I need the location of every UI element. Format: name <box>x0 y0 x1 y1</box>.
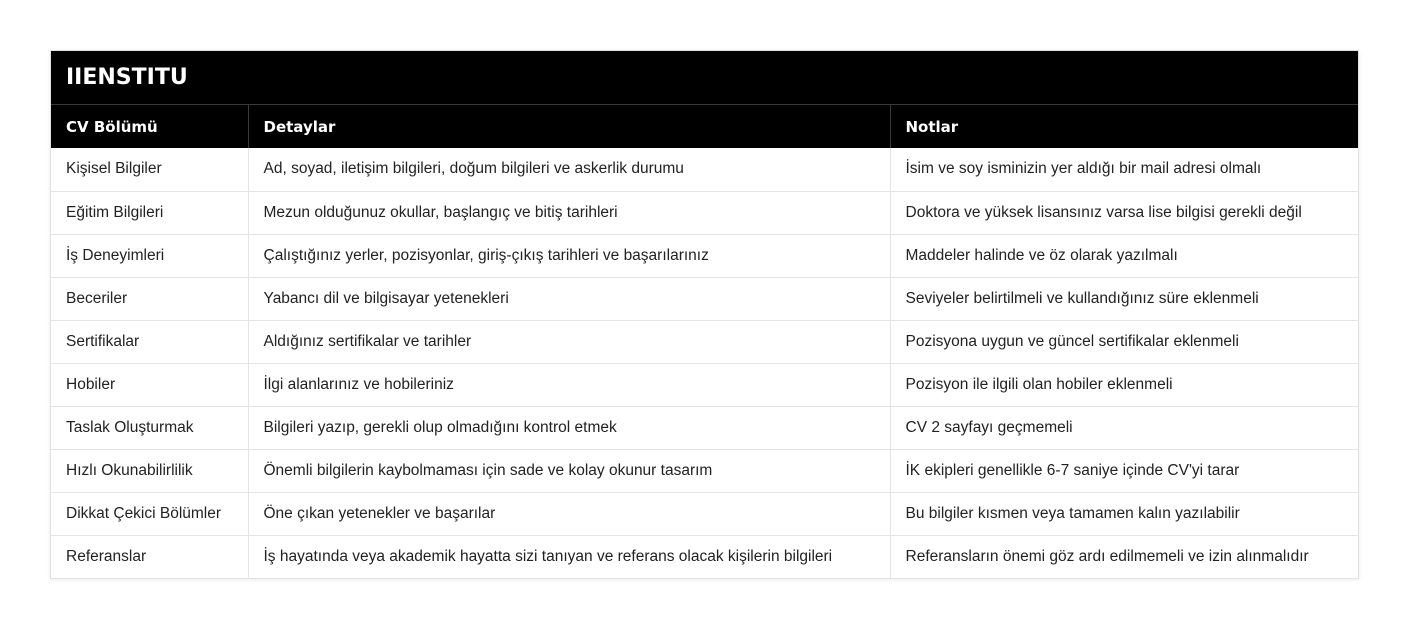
cell-section: Dikkat Çekici Bölümler <box>51 492 248 535</box>
cell-section: Referanslar <box>51 535 248 578</box>
cell-section: Hobiler <box>51 363 248 406</box>
data-table <box>51 105 1358 578</box>
header-row <box>51 105 1358 148</box>
cell-details: Ad, soyad, iletişim bilgileri, doğum bilgileri ve askerlik durumu <box>248 148 890 191</box>
cell-notes: Bu bilgiler kısmen veya tamamen kalın yazılabilir <box>890 492 1358 535</box>
table-row <box>51 234 1358 277</box>
table-body <box>51 148 1358 578</box>
table-row <box>51 492 1358 535</box>
cell-section: Sertifikalar <box>51 320 248 363</box>
table-row <box>51 320 1358 363</box>
cell-notes: Referansların önemi göz ardı edilmemeli ve izin alınmalıdır <box>890 535 1358 578</box>
cell-section: Beceriler <box>51 277 248 320</box>
cell-section: Taslak Oluşturmak <box>51 406 248 449</box>
cell-notes: Maddeler halinde ve öz olarak yazılmalı <box>890 234 1358 277</box>
table-title: IIENSTITU <box>51 51 1358 105</box>
cell-notes: Seviyeler belirtilmeli ve kullandığınız süre eklenmeli <box>890 277 1358 320</box>
cell-details: İlgi alanlarınız ve hobileriniz <box>248 363 890 406</box>
cell-notes: CV 2 sayfayı geçmemeli <box>890 406 1358 449</box>
cell-details: Mezun olduğunuz okullar, başlangıç ve bitiş tarihleri <box>248 191 890 234</box>
cell-section: Eğitim Bilgileri <box>51 191 248 234</box>
cell-details: İş hayatında veya akademik hayatta sizi tanıyan ve referans olacak kişilerin bilgileri <box>248 535 890 578</box>
cell-section: İş Deneyimleri <box>51 234 248 277</box>
cell-details: Yabancı dil ve bilgisayar yetenekleri <box>248 277 890 320</box>
cv-sections-table <box>50 50 1359 579</box>
cell-notes: İsim ve soy isminizin yer aldığı bir mail adresi olmalı <box>905 160 1262 178</box>
column-header-details: Detaylar <box>248 105 890 148</box>
cell-details: Bilgileri yazıp, gerekli olup olmadığını kontrol etmek <box>248 406 890 449</box>
cell-section: Kişisel Bilgiler <box>51 148 248 191</box>
cell-section: Hızlı Okunabilirlilik <box>51 449 248 492</box>
cell-notes: Pozisyon ile ilgili olan hobiler eklenmeli <box>890 363 1358 406</box>
cell-details: Önemli bilgilerin kaybolmaması için sade ve kolay okunur tasarım <box>248 449 890 492</box>
table-row <box>51 148 1358 191</box>
cell-details: Çalıştığınız yerler, pozisyonlar, giriş-çıkış tarihleri ve başarılarınız <box>248 234 890 277</box>
cell-notes: İK ekipleri genellikle 6-7 saniye içinde CV'yi tarar <box>890 449 1358 492</box>
table-row <box>51 191 1358 234</box>
table-row <box>51 363 1358 406</box>
cell-details: Öne çıkan yetenekler ve başarılar <box>248 492 890 535</box>
table-row <box>51 406 1358 449</box>
column-header-notes: Notlar <box>890 105 1358 148</box>
cell-notes: Pozisyona uygun ve güncel sertifikalar eklenmeli <box>890 320 1358 363</box>
table-row <box>51 277 1358 320</box>
table-header <box>51 105 1358 148</box>
table-row <box>51 449 1358 492</box>
cell-notes: Doktora ve yüksek lisansınız varsa lise bilgisi gerekli değil <box>890 191 1358 234</box>
cell-details: Aldığınız sertifikalar ve tarihler <box>248 320 890 363</box>
column-header-section: CV Bölümü <box>51 105 248 148</box>
table-row <box>51 535 1358 578</box>
